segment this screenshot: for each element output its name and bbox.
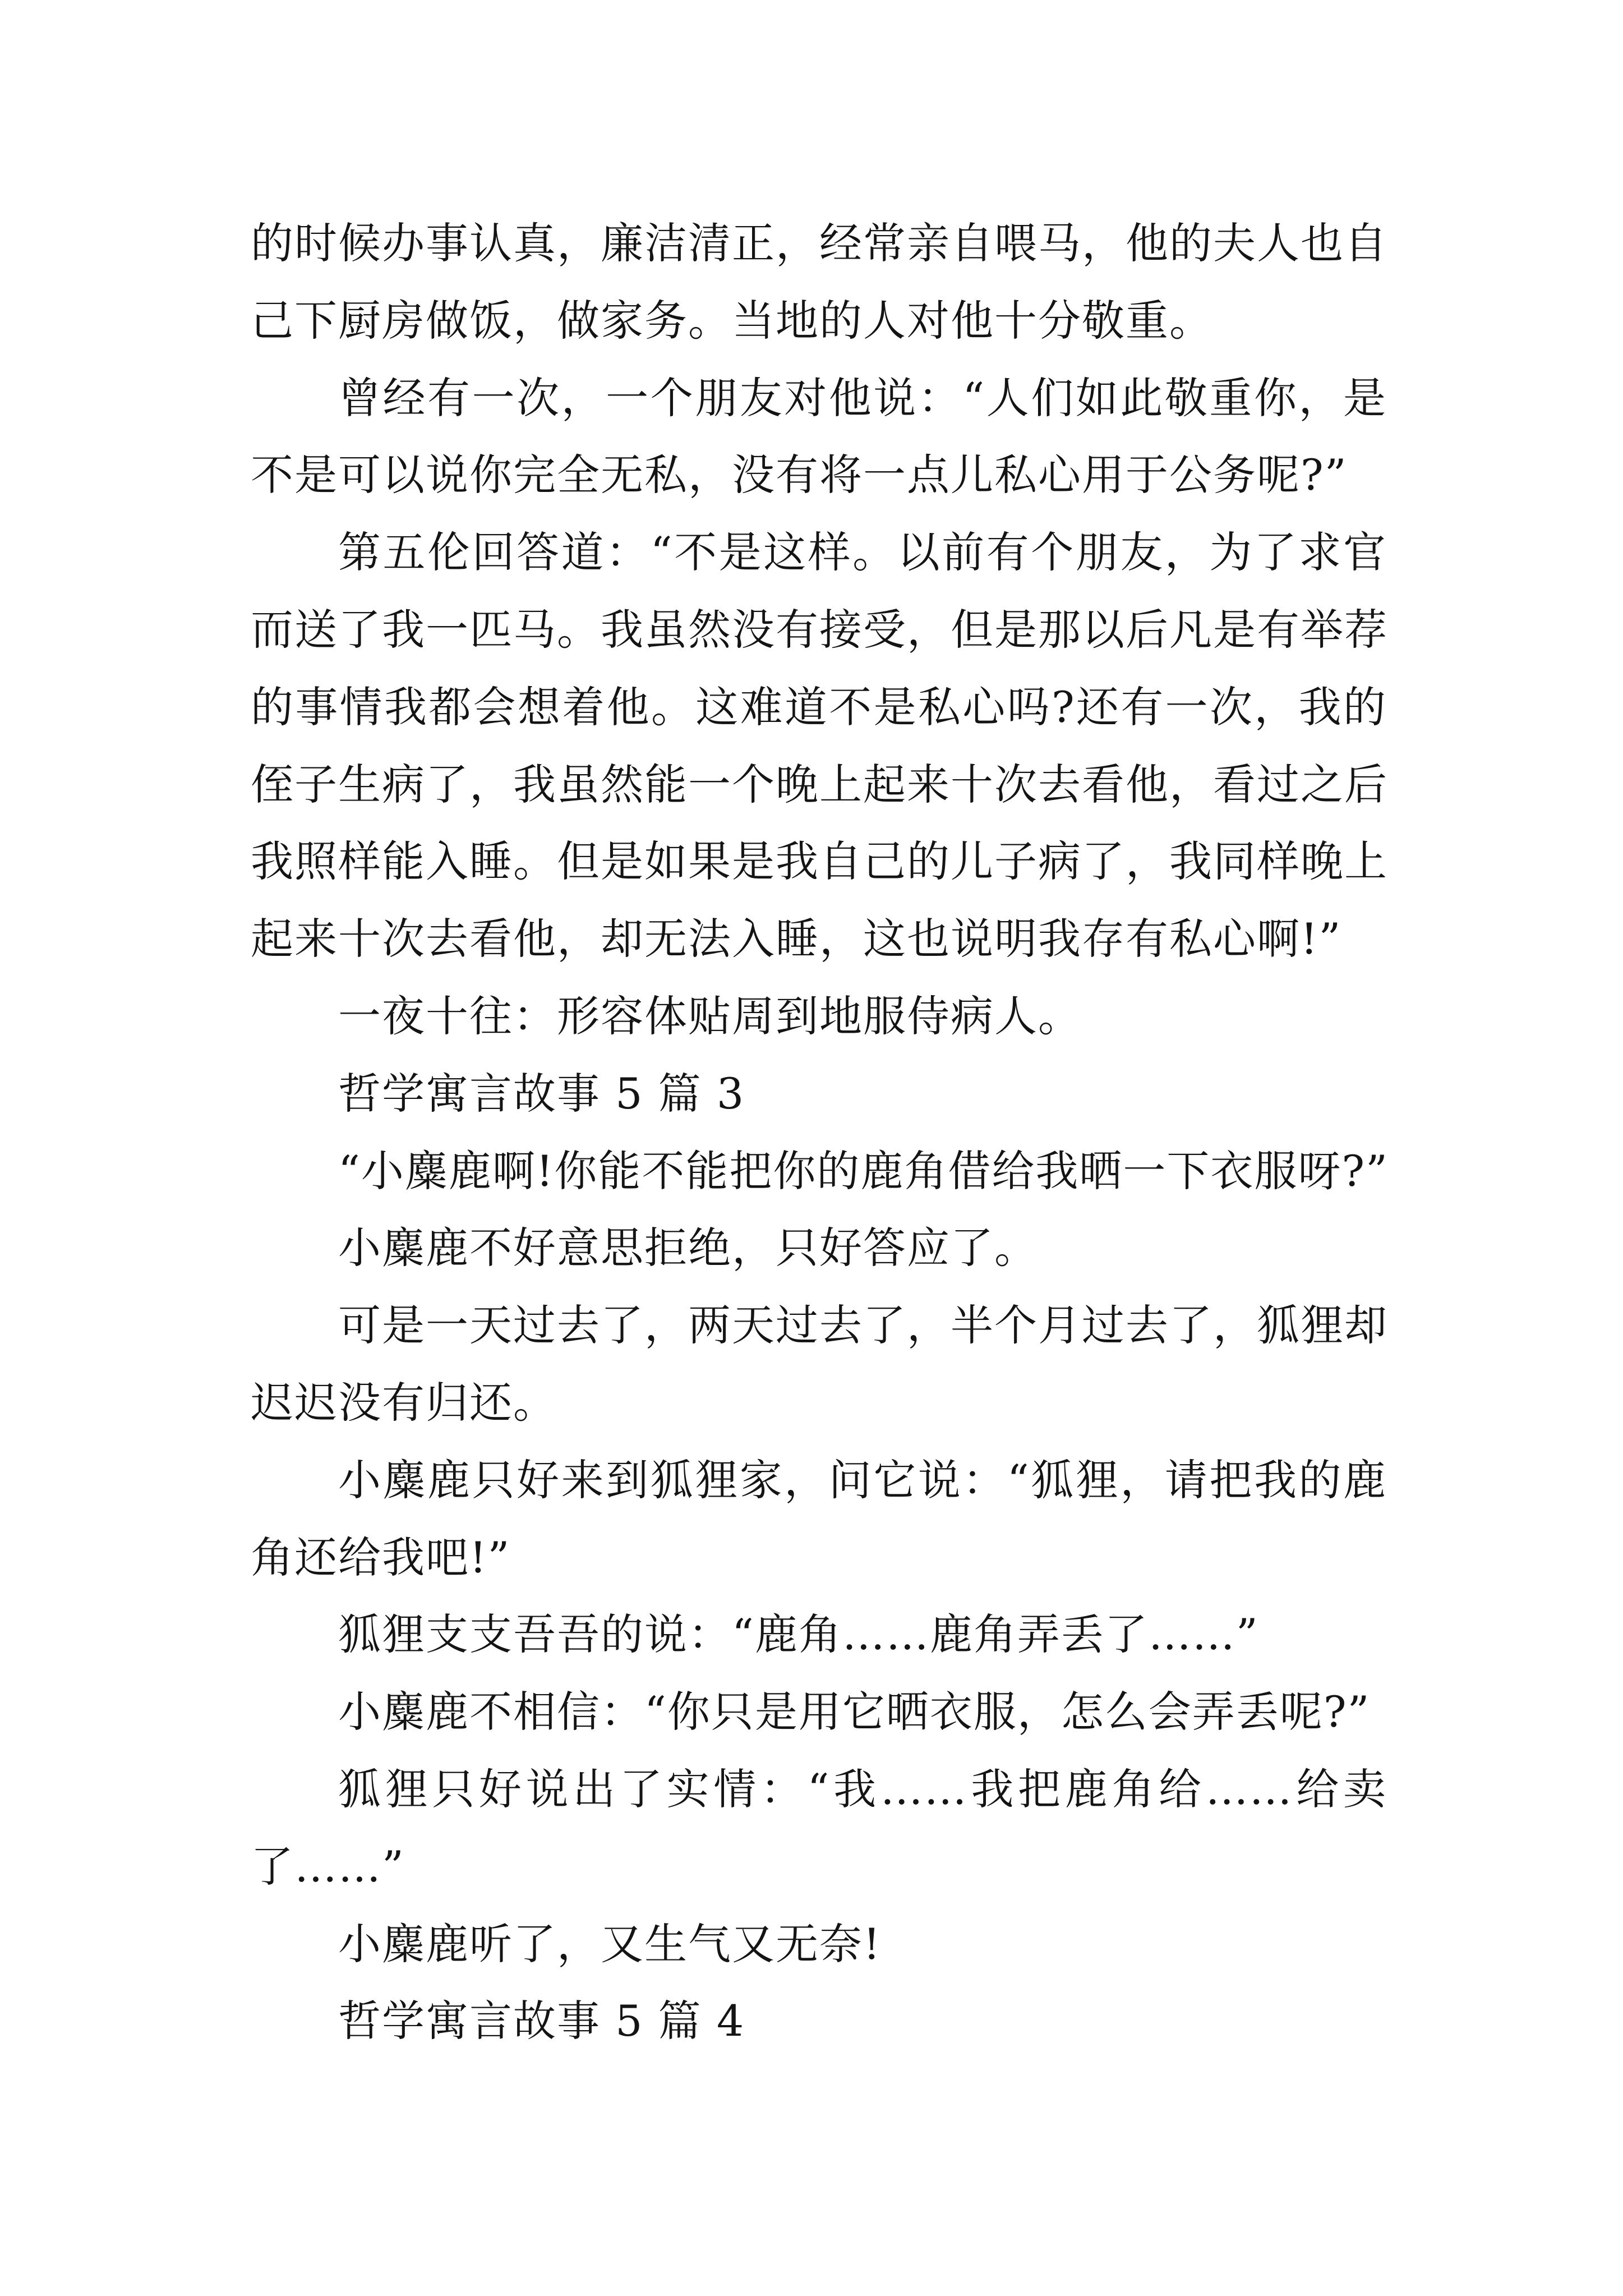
text-line: 不是可以说你完全无私，没有将一点儿私心用于公务呢?” (251, 450, 1348, 500)
text-line: 了……” (251, 1841, 405, 1892)
paragraph (251, 1751, 1387, 1906)
paragraph (251, 978, 1387, 1055)
section-heading (251, 1055, 1387, 1133)
paragraph (251, 1287, 1387, 1442)
text-line: 第五伦回答道：“不是这样。以前有个朋友，为了求官 (338, 527, 1387, 578)
text-line: 小麋鹿只好来到狐狸家，问它说：“狐狸，请把我的鹿 (338, 1455, 1387, 1505)
paragraph (251, 1133, 1387, 1210)
text-line: 小麋鹿不好意思拒绝，只好答应了。 (338, 1223, 1038, 1273)
paragraph (251, 1442, 1387, 1596)
text-line: 小麋鹿听了，又生气又无奈! (338, 1918, 882, 1969)
text-line: 狐狸支支吾吾的说：“鹿角……鹿角弄丢了……” (338, 1609, 1259, 1660)
paragraph (251, 1596, 1387, 1673)
text-line: 我照样能入睡。但是如果是我自己的儿子病了，我同样晚上 (251, 836, 1388, 887)
paragraph (251, 1209, 1387, 1287)
text-line: 而送了我一匹马。我虽然没有接受，但是那以后凡是有举荐 (251, 604, 1388, 655)
text-line: “小麋鹿啊!你能不能把你的鹿角借给我晒一下衣服呀?” (338, 1145, 1389, 1196)
text-line: 己下厨房做饭，做家务。当地的人对他十分敬重。 (251, 295, 1213, 346)
text-line: 角还给我吧!” (251, 1532, 511, 1582)
text-line: 侄子生病了，我虽然能一个晚上起来十次去看他，看过之后 (251, 759, 1388, 809)
document-body (251, 205, 1387, 2060)
text-line: 迟迟没有归还。 (251, 1377, 557, 1428)
text-line: 小麋鹿不相信：“你只是用它晒衣服，怎么会弄丢呢?” (338, 1687, 1371, 1737)
section-heading (251, 1982, 1387, 2060)
paragraph (251, 1906, 1387, 1983)
paragraph (251, 1673, 1387, 1751)
text-line: 狐狸只好说出了实情：“我……我把鹿角给……给卖 (338, 1764, 1387, 1814)
text-line: 的时候办事认真，廉洁清正，经常亲自喂马，他的夫人也自 (251, 218, 1388, 268)
text-line: 一夜十往：形容体贴周到地服侍病人。 (338, 991, 1082, 1041)
section-heading-text: 哲学寓言故事 5 篇 3 (338, 1068, 745, 1119)
text-line: 曾经有一次，一个朋友对他说：“人们如此敬重你，是 (338, 372, 1387, 423)
paragraph (251, 514, 1387, 978)
text-line: 可是一天过去了，两天过去了，半个月过去了，狐狸却 (338, 1300, 1388, 1351)
text-line: 起来十次去看他，却无法入睡，这也说明我存有私心啊!” (251, 914, 1342, 964)
paragraph (251, 205, 1387, 360)
text-line: 的事情我都会想着他。这难道不是私心吗?还有一次，我的 (251, 682, 1387, 732)
section-heading-text: 哲学寓言故事 5 篇 4 (338, 1996, 745, 2046)
paragraph (251, 360, 1387, 514)
